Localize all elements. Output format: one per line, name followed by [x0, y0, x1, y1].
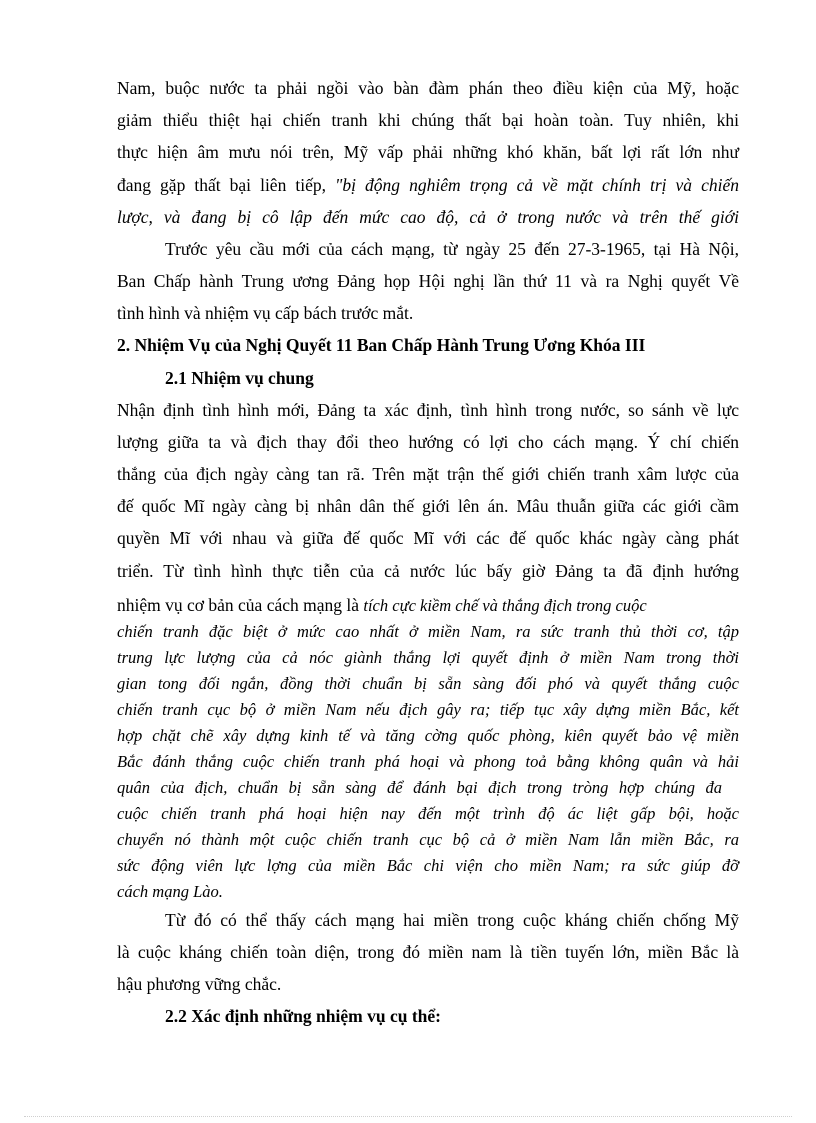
quote-line: chiến tranh cục bộ ở miền Nam nếu địch gây ra; tiếp tục xây dựng miền Bắc, kết [117, 700, 739, 719]
text-run: đang gặp thất bại liên tiếp, [117, 175, 336, 195]
text-line: Từ đó có thể thấy cách mạng hai miền trong cuộc kháng chiến chống Mỹ [165, 910, 739, 930]
text-line: giảm thiểu thiệt hại chiến tranh khi chúng thất bại hoàn toàn. Tuy nhiên, khi [117, 110, 739, 130]
page-divider [24, 1116, 792, 1117]
quote-line: cuộc chiến tranh phá hoại hiện nay đến một trình độ ác liệt gấp bội, hoặc [117, 804, 739, 823]
text-line: đế quốc Mĩ ngày càng bị nhân dân thế giới lên án. Mâu thuẫn giữa các giới cầm [117, 496, 739, 516]
text-line: Trước yêu cầu mới của cách mạng, từ ngày 25 đến 27-3-1965, tại Hà Nội, [165, 239, 739, 259]
quote-line: quân của địch, chuẩn bị sẵn sàng để đánh bại địch trong tròng hợp chúng đa [117, 778, 722, 797]
subsection-heading: 2.1 Nhiệm vụ chung [165, 368, 314, 388]
text-line: hậu phương vững chắc. [117, 974, 282, 994]
quote-line: chuyển nó thành một cuộc chiến tranh cục bộ cả ở miền Nam lẫn miền Bắc, ra [117, 830, 739, 849]
text-line: Nhận định tình hình mới, Đảng ta xác định, tình hình trong nước, so sánh về lực [117, 400, 739, 420]
quote-text: tích cực kiềm chế và thắng địch trong cuộc [363, 596, 647, 615]
text-run: nhiệm vụ cơ bản của cách mạng là [117, 595, 364, 615]
quote-line: trung lực lượng của cả nóc giành thắng lợi quyết định ở miền Nam trong thời [117, 648, 739, 667]
text-line [117, 594, 739, 617]
text-line: thực hiện âm mưu nói trên, Mỹ vấp phải những khó khăn, bất lợi rất lớn như [117, 142, 739, 162]
text-line: quyền Mĩ với nhau và giữa đế quốc Mĩ với các đế quốc khác ngày càng phát [117, 528, 739, 548]
text-line: tình hình và nhiệm vụ cấp bách trước mắt. [117, 303, 414, 323]
text-line: Ban Chấp hành Trung ương Đảng họp Hội nghị lần thứ 11 và ra Nghị quyết Về [117, 271, 739, 291]
quote-text: lược, và đang bị cô lập đến mức cao độ, cả ở trong nước và trên thế giới [117, 207, 739, 227]
text-line: thắng của địch ngày càng tan rã. Trên mặt trận thế giới chiến tranh xâm lược của [117, 464, 739, 484]
quote-line: gian tong đối ngắn, đồng thời chuẩn bị sẵn sàng đối phó và quyết thắng cuộc [117, 674, 739, 693]
quote-line: hợp chặt chẽ xây dựng kinh tế và tăng cờng quốc phòng, kiên quyết bảo vệ miền [117, 726, 739, 745]
subsection-heading: 2.2 Xác định những nhiệm vụ cụ thể: [165, 1006, 441, 1026]
quote-line: Bắc đánh thắng cuộc chiến tranh phá hoại và phong toả bằng không quân và hải [117, 752, 739, 771]
quote-line: chiến tranh đặc biệt ở mức cao nhất ở miền Nam, ra sức tranh thủ thời cơ, tập [117, 622, 739, 641]
text-line: lượng giữa ta và địch thay đổi theo hướng có lợi cho cách mạng. Ý chí chiến [117, 432, 739, 452]
section-heading: 2. Nhiệm Vụ của Nghị Quyết 11 Ban Chấp Hành Trung Ương Khóa III [117, 335, 646, 355]
text-line: Nam, buộc nước ta phải ngồi vào bàn đàm phán theo điều kiện của Mỹ, hoặc [117, 78, 739, 98]
quote-text: "bị động nghiêm trọng cả về mặt chính trị và chiến [335, 175, 740, 195]
quote-line: cách mạng Lào. [117, 882, 223, 901]
text-line [117, 174, 739, 196]
text-line: triển. Từ tình hình thực tiễn của cả nước lúc bấy giờ Đảng ta đã định hướng [117, 561, 739, 581]
text-line: là cuộc kháng chiến toàn diện, trong đó miền nam là tiền tuyến lớn, miền Bắc là [117, 942, 739, 962]
quote-line: sức động viên lực lợng của miền Bắc chi viện cho miền Nam; ra sức giúp đỡ [117, 856, 739, 875]
